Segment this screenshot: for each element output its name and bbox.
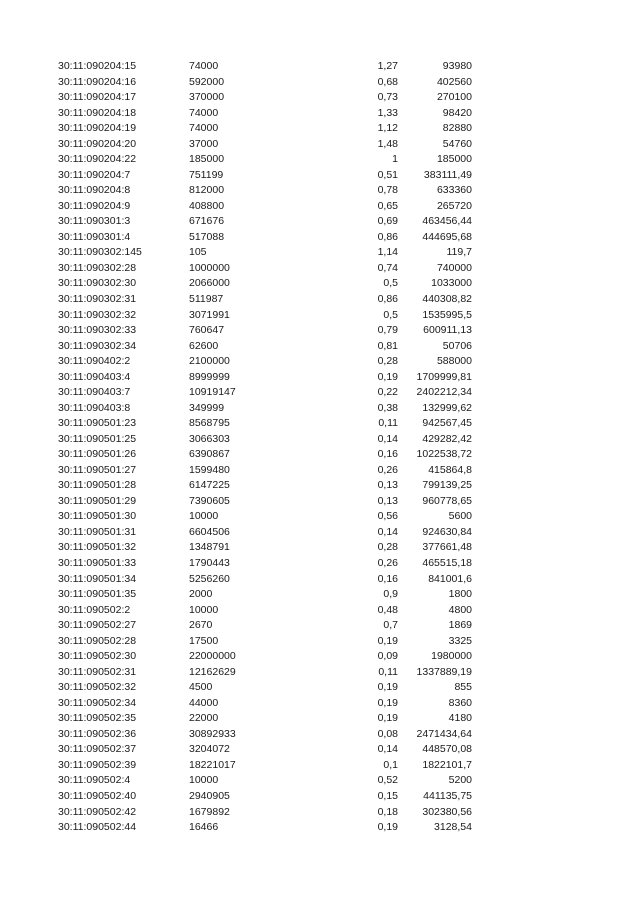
quantity-cell: 592000 (189, 75, 225, 88)
total-cell: 132999,62 (422, 401, 472, 414)
cadastral-number-cell: 30:11:090501:29 (58, 494, 137, 507)
rate-cell: 0,74 (377, 261, 398, 274)
total-cell: 855 (454, 681, 472, 694)
quantity-cell: 408800 (189, 199, 225, 212)
table-row (0, 540, 640, 556)
table-row (0, 696, 640, 712)
quantity-cell: 671676 (189, 215, 225, 228)
total-cell: 924630,84 (422, 525, 472, 538)
table-row (0, 665, 640, 681)
rate-cell: 0,19 (377, 634, 398, 647)
total-cell: 270100 (436, 91, 472, 104)
quantity-cell: 22000 (189, 712, 219, 725)
total-cell: 440308,82 (422, 292, 472, 305)
table-row (0, 680, 640, 696)
table-row (0, 168, 640, 184)
total-cell: 465515,18 (422, 557, 472, 569)
quantity-cell: 3071991 (189, 308, 230, 321)
quantity-cell: 2066000 (189, 277, 230, 290)
cadastral-number-cell: 30:11:090302:34 (58, 339, 137, 352)
rate-cell: 0,78 (377, 184, 398, 197)
cadastral-number-cell: 30:11:090502:39 (58, 758, 137, 771)
total-cell: 1337889,19 (416, 665, 472, 678)
rate-cell: 0,26 (377, 557, 398, 569)
table-row (0, 742, 640, 758)
table-row (0, 509, 640, 525)
table-row (0, 820, 640, 836)
rate-cell: 0,19 (377, 370, 398, 383)
quantity-cell: 6604506 (189, 525, 230, 538)
total-cell: 600911,13 (423, 324, 472, 337)
table-row (0, 727, 640, 743)
quantity-cell: 5256260 (189, 572, 230, 585)
cadastral-number-cell: 30:11:090501:27 (58, 463, 137, 476)
total-cell: 402560 (436, 75, 472, 88)
rate-cell: 0,7 (383, 619, 398, 632)
total-cell: 588000 (436, 355, 472, 368)
rate-cell: 0,19 (377, 681, 398, 694)
quantity-cell: 12162629 (189, 665, 236, 678)
total-cell: 740000 (436, 261, 472, 274)
table-row (0, 370, 640, 386)
cadastral-number-cell: 30:11:090204:7 (58, 168, 131, 181)
rate-cell: 0,28 (377, 355, 398, 368)
rate-cell: 1,33 (377, 106, 398, 119)
quantity-cell: 2670 (189, 619, 213, 632)
table-row (0, 137, 640, 153)
quantity-cell: 6147225 (189, 479, 230, 492)
cadastral-number-cell: 30:11:090502:32 (58, 681, 137, 694)
quantity-cell: 1348791 (189, 541, 230, 554)
quantity-cell: 74000 (189, 122, 219, 135)
table-row (0, 416, 640, 432)
total-cell: 8360 (448, 696, 472, 709)
rate-cell: 0,08 (377, 727, 398, 740)
rate-cell: 0,73 (377, 91, 398, 104)
cadastral-number-cell: 30:11:090204:22 (58, 153, 137, 166)
table-row (0, 75, 640, 91)
table-row (0, 649, 640, 665)
rate-cell: 1,12 (377, 122, 398, 135)
rate-cell: 0,09 (377, 650, 398, 663)
table-row (0, 308, 640, 324)
rate-cell: 0,68 (377, 75, 398, 88)
cadastral-number-cell: 30:11:090501:35 (58, 588, 137, 601)
rate-cell: 0,19 (377, 821, 398, 834)
quantity-cell: 74000 (189, 60, 219, 72)
quantity-cell: 3204072 (189, 743, 230, 756)
rate-cell: 0,14 (377, 743, 398, 756)
total-cell: 1033000 (431, 277, 472, 290)
cadastral-number-cell: 30:11:090502:36 (58, 727, 137, 740)
quantity-cell: 517088 (189, 230, 225, 243)
rate-cell: 0,86 (377, 292, 398, 305)
total-cell: 1822101,7 (422, 758, 472, 771)
table-row (0, 805, 640, 821)
total-cell: 98420 (442, 106, 472, 119)
rate-cell: 0,51 (377, 168, 398, 181)
cadastral-number-cell: 30:11:090502:40 (58, 789, 137, 802)
table-row (0, 587, 640, 603)
rate-cell: 0,86 (377, 230, 398, 243)
cadastral-number-cell: 30:11:090501:32 (58, 541, 137, 554)
rate-cell: 0,81 (377, 339, 398, 352)
rate-cell: 0,9 (383, 588, 398, 601)
rate-cell: 0,52 (377, 774, 398, 787)
cadastral-number-cell: 30:11:090502:27 (58, 619, 137, 632)
quantity-cell: 2100000 (189, 355, 230, 368)
rate-cell: 0,15 (377, 789, 398, 802)
cadastral-number-cell: 30:11:090502:37 (58, 743, 137, 756)
table-row (0, 90, 640, 106)
rate-cell: 0,13 (377, 479, 398, 492)
quantity-cell: 30892933 (189, 727, 236, 740)
quantity-cell: 37000 (189, 137, 219, 150)
table-row (0, 432, 640, 448)
rate-cell: 0,79 (377, 324, 398, 337)
cadastral-number-cell: 30:11:090204:17 (58, 91, 137, 104)
total-cell: 302380,56 (422, 805, 472, 818)
total-cell: 119,7 (446, 246, 472, 259)
total-cell: 429282,42 (422, 432, 472, 445)
total-cell: 444695,68 (422, 230, 472, 243)
table-row (0, 478, 640, 494)
cadastral-number-cell: 30:11:090501:25 (58, 432, 137, 445)
table-row (0, 603, 640, 619)
cadastral-number-cell: 30:11:090204:19 (58, 122, 137, 135)
rate-cell: 1,14 (377, 246, 398, 259)
rate-cell: 0,11 (378, 665, 398, 678)
rate-cell: 0,13 (377, 494, 398, 507)
rate-cell: 0,16 (377, 448, 398, 461)
table-row (0, 789, 640, 805)
rate-cell: 1 (392, 153, 398, 166)
cadastral-number-cell: 30:11:090501:30 (58, 510, 137, 523)
table-row (0, 773, 640, 789)
quantity-cell: 812000 (189, 184, 225, 197)
total-cell: 3128,54 (434, 821, 472, 834)
table-row (0, 401, 640, 417)
quantity-cell: 22000000 (189, 650, 236, 663)
cadastral-number-cell: 30:11:090403:8 (58, 401, 131, 414)
cadastral-number-cell: 30:11:090302:31 (58, 292, 137, 305)
table-row (0, 634, 640, 650)
total-cell: 633360 (436, 184, 472, 197)
quantity-cell: 511987 (189, 292, 224, 305)
rate-cell: 0,16 (377, 572, 398, 585)
total-cell: 942567,45 (422, 417, 472, 430)
table-row (0, 59, 640, 75)
quantity-cell: 62600 (189, 339, 219, 352)
cadastral-number-cell: 30:11:090204:8 (58, 184, 131, 197)
total-cell: 841001,6 (428, 572, 472, 585)
table-row (0, 447, 640, 463)
quantity-cell: 10000 (189, 603, 219, 616)
rate-cell: 0,69 (377, 215, 398, 228)
quantity-cell: 7390605 (189, 494, 230, 507)
cadastral-number-cell: 30:11:090502:28 (58, 634, 137, 647)
table-row (0, 339, 640, 355)
table-row (0, 214, 640, 230)
cadastral-number-cell: 30:11:090302:32 (58, 308, 137, 321)
total-cell: 5200 (448, 774, 472, 787)
table-row (0, 183, 640, 199)
quantity-cell: 2000 (189, 588, 213, 601)
total-cell: 5600 (448, 510, 472, 523)
quantity-cell: 105 (189, 246, 207, 259)
quantity-cell: 751199 (189, 168, 224, 181)
table-row (0, 152, 640, 168)
table-row (0, 354, 640, 370)
cadastral-number-cell: 30:11:090302:28 (58, 261, 137, 274)
total-cell: 448570,08 (422, 743, 472, 756)
table-row (0, 199, 640, 215)
rate-cell: 0,5 (383, 277, 398, 290)
quantity-cell: 10000 (189, 774, 219, 787)
table-row (0, 245, 640, 261)
quantity-cell: 18221017 (189, 758, 236, 771)
table-row (0, 106, 640, 122)
data-table (0, 59, 640, 836)
total-cell: 377661,48 (422, 541, 472, 554)
quantity-cell: 8568795 (189, 417, 230, 430)
total-cell: 1535995,5 (422, 308, 472, 321)
quantity-cell: 1000000 (189, 261, 230, 274)
cadastral-number-cell: 30:11:090502:4 (58, 774, 131, 787)
cadastral-number-cell: 30:11:090403:4 (58, 370, 131, 383)
total-cell: 82880 (442, 122, 472, 135)
cadastral-number-cell: 30:11:090402:2 (58, 355, 131, 368)
table-row (0, 618, 640, 634)
rate-cell: 0,14 (377, 525, 398, 538)
cadastral-number-cell: 30:11:090204:20 (58, 137, 137, 150)
table-row (0, 121, 640, 137)
total-cell: 2402212,34 (416, 386, 472, 399)
total-cell: 1022538,72 (416, 448, 472, 461)
rate-cell: 0,22 (377, 386, 398, 399)
cadastral-number-cell: 30:11:090501:26 (58, 448, 137, 461)
quantity-cell: 3066303 (189, 432, 230, 445)
cadastral-number-cell: 30:11:090204:18 (58, 106, 137, 119)
total-cell: 463456,44 (422, 215, 472, 228)
table-row (0, 758, 640, 774)
total-cell: 1869 (448, 619, 472, 632)
total-cell: 415864,8 (428, 463, 472, 476)
rate-cell: 0,1 (383, 758, 398, 771)
rate-cell: 1,27 (377, 60, 398, 72)
cadastral-number-cell: 30:11:090301:4 (58, 230, 131, 243)
quantity-cell: 10000 (189, 510, 219, 523)
cadastral-number-cell: 30:11:090502:30 (58, 650, 137, 663)
rate-cell: 0,38 (377, 401, 398, 414)
table-row (0, 525, 640, 541)
total-cell: 4180 (448, 712, 472, 725)
table-row (0, 276, 640, 292)
rate-cell: 0,19 (377, 712, 398, 725)
cadastral-number-cell: 30:11:090501:34 (58, 572, 137, 585)
table-row (0, 494, 640, 510)
cadastral-number-cell: 30:11:090301:3 (58, 215, 131, 228)
rate-cell: 0,18 (377, 805, 398, 818)
cadastral-number-cell: 30:11:090403:7 (58, 386, 131, 399)
quantity-cell: 1679892 (189, 805, 230, 818)
rate-cell: 0,19 (377, 696, 398, 709)
total-cell: 185000 (436, 153, 472, 166)
total-cell: 2471434,64 (416, 727, 472, 740)
cadastral-number-cell: 30:11:090501:31 (58, 525, 137, 538)
quantity-cell: 17500 (189, 634, 219, 647)
quantity-cell: 760647 (189, 324, 225, 337)
cadastral-number-cell: 30:11:090501:28 (58, 479, 137, 492)
total-cell: 4800 (448, 603, 472, 616)
cadastral-number-cell: 30:11:090501:23 (58, 417, 137, 430)
quantity-cell: 16466 (189, 821, 219, 834)
cadastral-number-cell: 30:11:090204:9 (58, 199, 131, 212)
quantity-cell: 8999999 (189, 370, 230, 383)
rate-cell: 0,48 (377, 603, 398, 616)
quantity-cell: 6390867 (189, 448, 230, 461)
total-cell: 3325 (448, 634, 472, 647)
table-row (0, 385, 640, 401)
cadastral-number-cell: 30:11:090501:33 (58, 557, 137, 569)
quantity-cell: 370000 (189, 91, 225, 104)
quantity-cell: 4500 (189, 681, 213, 694)
cadastral-number-cell: 30:11:090502:31 (58, 665, 137, 678)
total-cell: 54760 (442, 137, 472, 150)
total-cell: 383111,49 (423, 168, 472, 181)
rate-cell: 0,5 (383, 308, 398, 321)
quantity-cell: 10919147 (189, 386, 236, 399)
quantity-cell: 74000 (189, 106, 219, 119)
total-cell: 1709999,81 (416, 370, 472, 383)
cadastral-number-cell: 30:11:090502:34 (58, 696, 137, 709)
table-row (0, 556, 640, 572)
total-cell: 960778,65 (422, 494, 472, 507)
rate-cell: 0,14 (377, 432, 398, 445)
total-cell: 441135,75 (423, 789, 472, 802)
total-cell: 50706 (442, 339, 472, 352)
quantity-cell: 2940905 (189, 789, 230, 802)
total-cell: 799139,25 (422, 479, 472, 492)
quantity-cell: 1790443 (189, 557, 230, 569)
rate-cell: 0,26 (377, 463, 398, 476)
cadastral-number-cell: 30:11:090302:145 (58, 246, 142, 259)
total-cell: 1980000 (431, 650, 472, 663)
total-cell: 93980 (442, 60, 472, 72)
cadastral-number-cell: 30:11:090204:16 (58, 75, 137, 88)
table-row (0, 711, 640, 727)
cadastral-number-cell: 30:11:090502:44 (58, 821, 137, 834)
cadastral-number-cell: 30:11:090502:2 (58, 603, 131, 616)
rate-cell: 1,48 (377, 137, 398, 150)
table-row (0, 572, 640, 588)
table-row (0, 323, 640, 339)
total-cell: 1800 (448, 588, 472, 601)
table-row (0, 463, 640, 479)
table-row (0, 230, 640, 246)
quantity-cell: 44000 (189, 696, 219, 709)
quantity-cell: 349999 (189, 401, 225, 414)
table-row (0, 292, 640, 308)
cadastral-number-cell: 30:11:090502:42 (58, 805, 137, 818)
total-cell: 265720 (436, 199, 472, 212)
cadastral-number-cell: 30:11:090204:15 (58, 60, 137, 72)
cadastral-number-cell: 30:11:090302:33 (58, 324, 137, 337)
quantity-cell: 1599480 (189, 463, 230, 476)
table-row (0, 261, 640, 277)
rate-cell: 0,56 (377, 510, 398, 523)
rate-cell: 0,65 (377, 199, 398, 212)
cadastral-number-cell: 30:11:090302:30 (58, 277, 137, 290)
rate-cell: 0,11 (378, 417, 398, 430)
rate-cell: 0,28 (377, 541, 398, 554)
cadastral-number-cell: 30:11:090502:35 (58, 712, 137, 725)
quantity-cell: 185000 (189, 153, 225, 166)
